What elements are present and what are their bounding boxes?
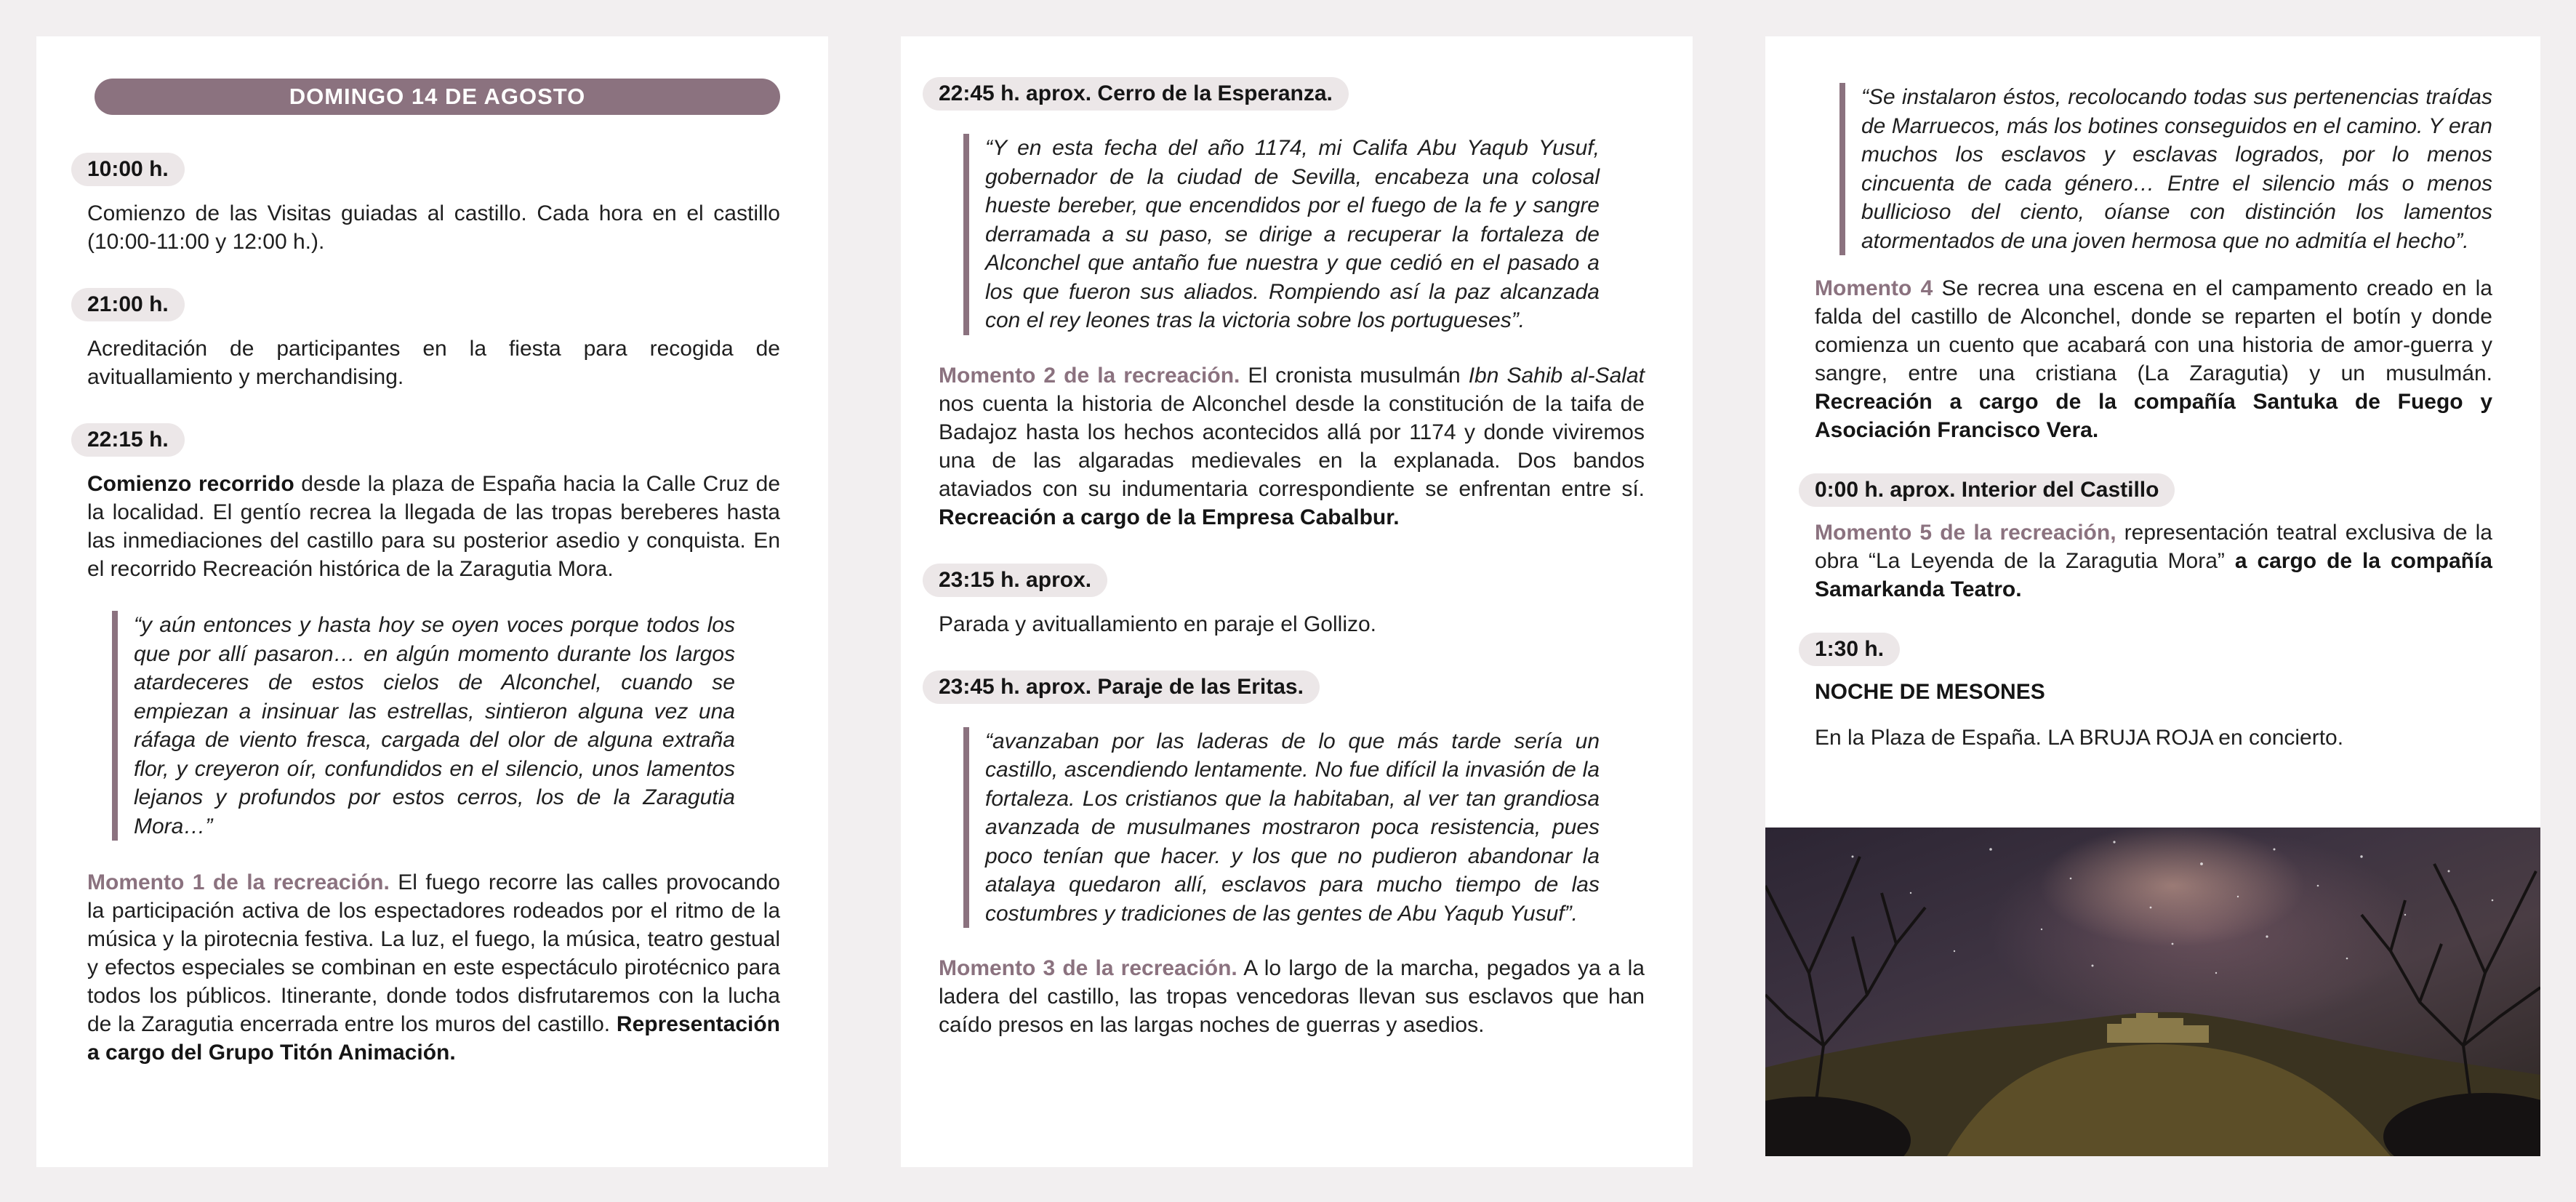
quote-block: “Se instalaron éstos, recolocando todas sus pertenencias traídas de Marruecos, más los botines conseguidos en el camino. Y eran muchos los esclavos y esclavas logrados, por lo menos cincuenta de cada género… Entre el silencio más o menos bullicioso del ciento, oíanse con distinción los lamentos atormentados de una joven hermosa que no admitía el hecho”.	[1839, 83, 2492, 255]
text: El cronista musulmán	[1240, 363, 1469, 388]
italic-text: Ibn Sahib al-Salat	[1468, 363, 1645, 388]
moment-label: Momento 3 de la recreación.	[939, 956, 1237, 980]
time-badge: 1:30 h.	[1799, 633, 1900, 666]
bold-text: Comienzo recorrido	[87, 472, 294, 496]
paragraph	[1815, 274, 2492, 444]
column-3	[1765, 36, 2540, 1156]
text: A lo largo de la marcha, pegados ya a la ladera del castillo, las tropas vencedoras llevan sus esclavos que han caído presos en las largas noches de guerras y asedios.	[939, 956, 1645, 1037]
text: representación teatral exclusiva de la obra “La Leyenda de la Zaragutia Mora”	[1815, 521, 2492, 573]
column-1	[36, 36, 828, 1167]
paragraph: Comienzo de las Visitas guiadas al castillo. Cada hora en el castillo (10:00-11:00 y 12:00 h.).	[87, 201, 780, 254]
photo-illustration	[1765, 828, 2540, 1156]
text: Se recrea una escena en el campamento creado en la falda del castillo de Alconchel, donde se reparten el botín y donde comienza un cuento que acabará con una historia de amor-guerra y sangre, entre una cristiana (La Zaragutia) y un musulmán.	[1815, 276, 2492, 385]
moment-label: Momento 1 de la recreación.	[87, 870, 390, 894]
section-heading: NOCHE DE MESONES	[1815, 680, 2045, 704]
quote-block: “avanzaban por las laderas de lo que más tarde sería un castillo, ascendiendo lentamente. No fue difícil la invasión de la fortaleza. Los cristianos que la habitaban, al ver tan grandiosa avanzada de musulmanes mostraron poca resistencia, pues poco tenían que hacer. y los que no pudieron abandonar la atalaya quedaron allí, esclavos para mucho tiempo de las costumbres y tradiciones de las gentes de Abu Yaqub Yusuf”.	[963, 727, 1600, 929]
bold-text: a cargo de la compañía Samarkanda Teatro.	[1815, 549, 2492, 601]
time-badge: 21:00 h.	[71, 288, 185, 321]
bold-text: Representación a cargo del Grupo Titón Animación.	[87, 1012, 780, 1065]
stars	[1852, 841, 2494, 974]
column-2	[901, 36, 1693, 1167]
day-banner: DOMINGO 14 DE AGOSTO	[95, 79, 780, 115]
text: El fuego recorre las calles provocando la participación activa de los espectadores rodeados por el ritmo de la música y la pirotecnia festiva. La luz, el fuego, la música, teatro gestual y efectos especiales se combinan en este espectáculo pirotécnico para todos los públicos. Itinerante, donde todos disfrutaremos con la lucha de la Zaragutia encerrada entre los muros del castillo.	[87, 870, 780, 1036]
paragraph: Acreditación de participantes en la fiesta para recogida de avituallamiento y merchandising.	[87, 337, 780, 389]
bold-text: Recreación a cargo de la Empresa Cabalbur.	[939, 505, 1400, 529]
time-badge: 22:45 h. aprox. Cerro de la Esperanza.	[923, 77, 1349, 111]
text: nos cuenta la historia de Alconchel desde la constitución de la taifa de Badajoz hasta los hechos acontecidos allá por 1174 y donde viviremos una de las algaradas medievales en la explanada. Dos bandos ataviados con su indumentaria correspondiente se enfrentan entre sí.	[939, 391, 1645, 501]
moment-label: Momento 2 de la recreación.	[939, 363, 1240, 388]
paragraph: En la Plaza de España. LA BRUJA ROJA en concierto.	[1815, 726, 2344, 750]
night-sky-castle-photo	[1765, 828, 2540, 1156]
quote-block: “Y en esta fecha del año 1174, mi Califa Abu Yaqub Yusuf, gobernador de la ciudad de Sevilla, encabeza una colosal hueste bereber, que encendidos por el fuego de la fe y sangre derramada a su paso, se dirige a recuperar la fortaleza de Alconchel que antaño fue nuestra y que cedió en el pasado a los que fueron sus aliados. Rompiendo así la paz alcanzada con el rey leones tras la victoria sobre los portugueses”.	[963, 134, 1600, 335]
time-badge: 0:00 h. aprox. Interior del Castillo	[1799, 473, 2175, 507]
paragraph	[939, 361, 1645, 532]
paragraph: Parada y avituallamiento en paraje el Gollizo.	[939, 612, 1377, 636]
paragraph	[939, 954, 1645, 1039]
time-badge: 10:00 h.	[71, 153, 185, 186]
quote-block: “y aún entonces y hasta hoy se oyen voces porque todos los que por allí pasaron… en algún momento durante los largos atardeceres de estos cielos de Alconchel, cuando se empiezan a insinuar las estrellas, sintieron alguna vez una ráfaga de viento fresca, cargada del olor de alguna extraña flor, y creyeron oír, confundidos en el silencio, unos lamentos lejanos y profundos por estos cerros, los de la Zaragutia Mora…”	[112, 611, 735, 841]
time-badge: 23:15 h. aprox.	[923, 564, 1107, 597]
moment-label: Momento 5 de la recreación,	[1815, 521, 2116, 545]
paragraph	[87, 868, 780, 1067]
time-badge: 22:15 h.	[71, 423, 185, 457]
moment-label: Momento 4	[1815, 276, 1933, 300]
paragraph	[87, 470, 780, 583]
bold-text: Recreación a cargo de la compañía Santuka de Fuego y Asociación Francisco Vera.	[1815, 390, 2492, 442]
time-badge: 23:45 h. aprox. Paraje de las Eritas.	[923, 670, 1320, 704]
paragraph	[1815, 518, 2492, 604]
text: desde la plaza de España hacia la Calle Cruz de la localidad. El gentío recrea la llegada de las tropas bereberes hasta las inmediaciones del castillo para su posterior asedio y conquista. En el recorrido Recreación histórica de la Zaragutia Mora.	[87, 472, 780, 581]
